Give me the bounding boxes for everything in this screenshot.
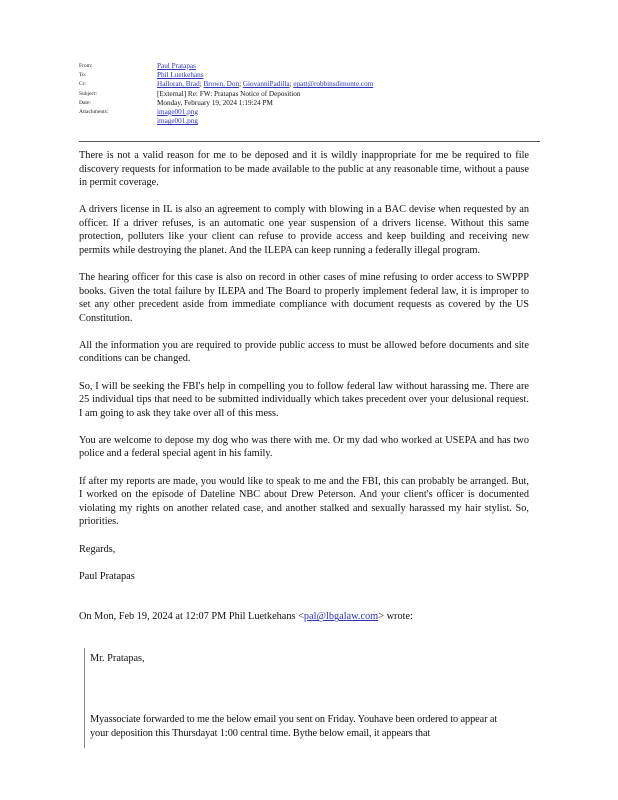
body-paragraph-2: A drivers license in IL is also an agreement to comply with blowing in a BAC devise when requested by an officer. If a driver refuses, is an automatic one year suspension of a drivers license. Without this same protection, polluters like your client can refuse to provide access and keep building and receiving new permits while destroying the planet. And the ILEPA can keep running a federally illegal program. xyxy=(79,204,529,256)
body-paragraph-7: If after my reports are made, you would like to speak to me and the FBI, this can probably be arranged. But, I worked on the episode of Dateline NBC about Drew Peterson. And your client's officer is documented violating my rights on another related case, and another stalked and sexually harassed my hair stylist. So, priorities. xyxy=(79,475,529,528)
body-paragraph-3: The hearing officer for this case is also on record in other cases of mine refusing to order access to SWPPP books. Given the total failure by ILEPA and The Board to properly implement federal law, it is improper to set any other precedent aside from immediate compliance with document requests as covered by the US Constitution. xyxy=(79,272,529,324)
date-value: Monday, February 19, 2024 1:19:24 PM xyxy=(157,98,273,107)
date-row xyxy=(79,99,539,108)
cc-link-epatt[interactable]: epatt@robbinsdimonte.com xyxy=(293,80,374,89)
cc-label: Cc: xyxy=(79,81,87,88)
subject-row xyxy=(79,90,539,99)
cc-row xyxy=(79,80,539,89)
email-body xyxy=(79,149,529,638)
from-label: From: xyxy=(79,63,93,69)
body-paragraph-5: So, I will be seeking the FBI's help in compelling you to follow federal law without harassing me. There are 25 individual tips that need to be submitted individually which takes precedent over your delusional request. I am going to ask they take over all of this mess. xyxy=(79,380,529,419)
cc-separator: ; xyxy=(199,80,204,89)
reply-header xyxy=(79,610,529,624)
from-link[interactable]: Paul Pratapas xyxy=(157,62,196,70)
regards-line: Regards, xyxy=(79,543,116,555)
reply-suffix: > wrote: xyxy=(378,611,413,623)
cc-value xyxy=(157,80,373,89)
attachments-row-2 xyxy=(79,117,539,126)
to-label: To: xyxy=(79,72,87,79)
reply-email-link[interactable]: pal@lbgalaw.com xyxy=(303,611,379,623)
quoted-text: Myassociate forwarded to me the below email you sent on Friday. Youhave been ordered to appear at your deposition this Thursdayat 1:00 central time. Bythe below email, it appears that xyxy=(90,713,498,739)
reply-prefix: On Mon, Feb 19, 2024 at 12:07 PM Phil Luetkehans < xyxy=(79,611,304,623)
cc-link-padilla[interactable]: GiovanniPadilla xyxy=(242,80,290,89)
cc-link-brown[interactable]: Brown, Don xyxy=(203,80,240,89)
attachments-label-spacer xyxy=(79,117,157,126)
to-row xyxy=(79,71,539,80)
subject-value: [External] Re: FW: Pratapas Notice of Deposition xyxy=(157,89,301,98)
email-header xyxy=(79,62,539,126)
cc-separator: ; xyxy=(289,80,294,89)
body-paragraph-6: You are welcome to depose my dog who was there with me. Or my dad who worked at USEPA and has two police and a federal special agent in his family. xyxy=(79,434,529,460)
cc-separator: ; xyxy=(239,80,243,89)
quoted-greeting: Mr. Pratapas, xyxy=(90,653,145,664)
attachments-row xyxy=(79,108,539,117)
date-label: Date: xyxy=(79,99,91,106)
to-link[interactable]: Phil Luetkehans xyxy=(157,71,204,80)
signature: Paul Pratapas xyxy=(79,570,135,582)
attachment-link-2[interactable]: image001.png xyxy=(157,117,198,126)
body-paragraph-1: There is not a valid reason for me to be deposed and it is wildly inappropriate for me be required to file discovery requests for information to be made available to the public at any reasonable time, without a pause in permit coverage. xyxy=(79,150,529,188)
body-paragraph-4: All the information you are required to provide public access to must be allowed before documents and site conditions can be changed. xyxy=(79,339,529,365)
subject-label: Subject: xyxy=(79,90,98,97)
header-divider xyxy=(79,141,540,142)
from-row xyxy=(79,62,539,71)
attachments-label: Attachments: xyxy=(79,108,109,115)
quoted-message xyxy=(84,648,510,748)
attachment-link-1[interactable]: image001.png xyxy=(157,107,198,116)
cc-link-halloran[interactable]: Halloran, Brad xyxy=(157,80,200,89)
